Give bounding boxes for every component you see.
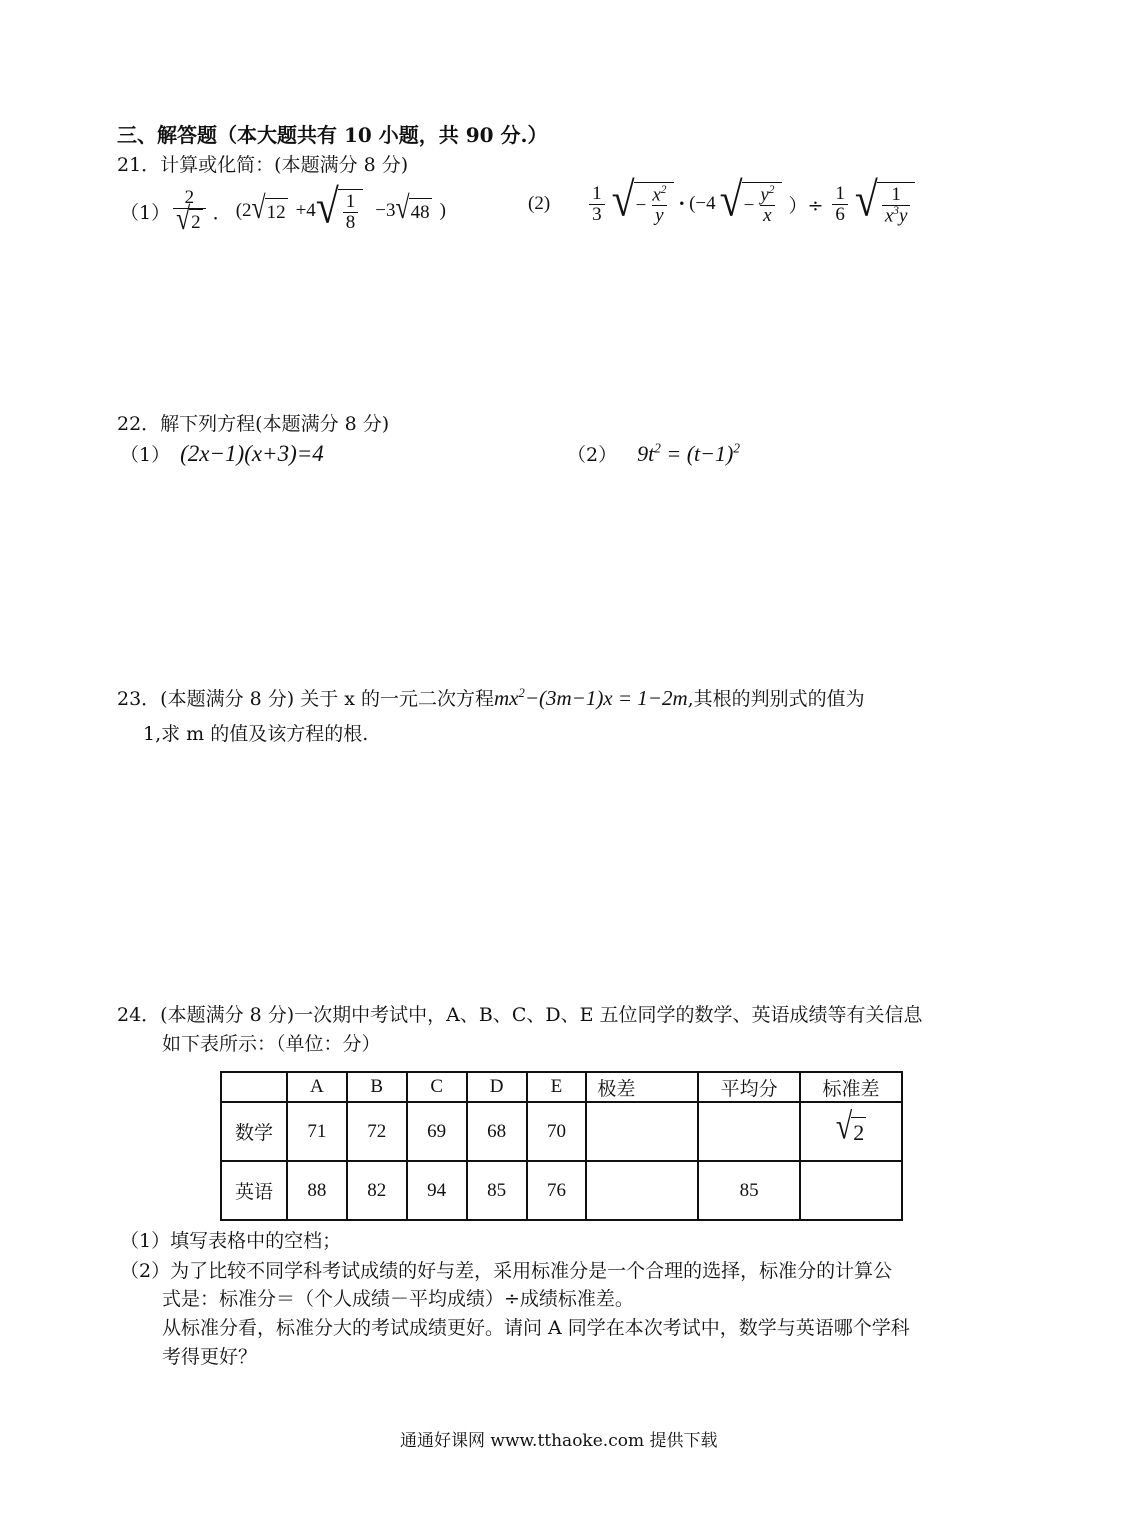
q24-sub1: （1）填写表格中的空档； <box>120 1230 342 1252</box>
score-cell: 88 <box>287 1161 347 1220</box>
q24-sub2-line3: 从标准分看，标准分大的考试成绩更好。请问 A 同学在本次考试中，数学与英语哪个学科 <box>162 1317 910 1339</box>
fraction: $\frac{1}{6}$ <box>832 184 848 225</box>
section-title: 三、解答题（本大题共有 10 小题，共 90 分.） <box>117 123 548 147</box>
score-cell: 72 <box>347 1102 407 1161</box>
table-header-cell <box>221 1072 287 1102</box>
q24-line2: 如下表所示：（单位：分） <box>162 1033 381 1055</box>
q21-p1-fraction <box>173 188 206 235</box>
multiply-dot: ． <box>212 201 232 224</box>
table-header-cell: 标准差 <box>800 1072 902 1102</box>
q23-equation: $mx^2-(3m-1)x = 1-2m$ <box>494 686 688 710</box>
range-cell <box>586 1102 698 1161</box>
q21-part2-label: (2) <box>528 193 551 215</box>
score-cell: 69 <box>407 1102 467 1161</box>
q22-part2-label: （2） <box>567 444 618 466</box>
sqrt-symbol: √ 2 <box>176 200 201 237</box>
range-cell <box>586 1161 698 1220</box>
score-cell: 82 <box>347 1161 407 1220</box>
table-header-cell: A <box>287 1072 347 1102</box>
table-row <box>221 1102 902 1161</box>
q21-p1-minus3: −3 <box>375 200 396 222</box>
sqrt-symbol: √ − $\frac{x^2}{y}$ <box>612 182 675 226</box>
q23-line1: 23．(本题满分 8 分) 关于 x 的一元二次方程$mx^2-(3m-1)x = 1-2m$,其根的判别式的值为 <box>117 686 865 710</box>
score-cell: 70 <box>527 1102 587 1161</box>
q22-part1 <box>120 440 324 467</box>
std-cell <box>800 1161 902 1220</box>
sqrt-symbol: √ $\frac{1}{x^3y}$ <box>855 182 916 226</box>
table-row <box>221 1161 902 1220</box>
subject-cell: 数学 <box>221 1102 287 1161</box>
table-header-cell: B <box>347 1072 407 1102</box>
sqrt-symbol: √ − $\frac{y^2}{x}$ <box>720 182 783 226</box>
table-header-cell: E <box>527 1072 587 1102</box>
q24-sub2-line1: （2）为了比较不同学科考试成绩的好与差，采用标准分是一个合理的选择，标准分的计算公 <box>120 1260 893 1282</box>
sqrt-symbol: √ 48 <box>395 189 430 226</box>
q24-sub2-line2: 式是：标准分＝（个人成绩－平均成绩）÷成绩标准差。 <box>162 1288 634 1310</box>
q21-part1 <box>120 181 446 237</box>
multiply-dot: · <box>678 193 686 216</box>
score-cell: 71 <box>287 1102 347 1161</box>
q24-line1: 24．(本题满分 8 分)一次期中考试中，A、B、C、D、E 五位同学的数学、英语成绩等有关信息 <box>117 1004 923 1026</box>
mean-cell <box>698 1102 800 1161</box>
q21-p1-close: ) <box>439 200 446 222</box>
q21-p2-open: (−4 <box>689 193 716 215</box>
q21-p1-plus4: +4 <box>295 200 316 222</box>
fraction-numerator: 2 <box>184 187 195 208</box>
q21-header: 21．计算或化简：(本题满分 8 分) <box>117 154 409 176</box>
table-header-cell: 极差 <box>586 1072 698 1102</box>
q21-part1-label: （1） <box>120 201 171 224</box>
score-cell: 68 <box>467 1102 527 1161</box>
sqrt-symbol: √ 12 <box>251 189 286 226</box>
table-header-cell: D <box>467 1072 527 1102</box>
std-cell <box>800 1102 902 1161</box>
q22-part1-label: （1） <box>120 444 171 466</box>
score-cell: 76 <box>527 1161 587 1220</box>
fraction: $\frac{1}{3}$ <box>589 184 605 225</box>
table-header-row <box>221 1072 902 1102</box>
q21-p1-open: (2 <box>235 200 252 222</box>
q23-line2: 1,求 m 的值及该方程的根. <box>143 723 369 745</box>
table-header-cell: 平均分 <box>698 1072 800 1102</box>
q22-equation1: (2x−1)(x+3)=4 <box>180 441 324 466</box>
q21-part2 <box>528 174 915 228</box>
q22-header: 22．解下列方程(本题满分 8 分) <box>117 413 390 435</box>
sqrt-symbol: √ 2 <box>835 1106 865 1147</box>
score-table <box>220 1071 903 1221</box>
q24-sub2-line4: 考得更好？ <box>162 1346 258 1368</box>
q21-p2-close-div: ）÷ <box>788 194 824 217</box>
table-header-cell: C <box>407 1072 467 1102</box>
sqrt-symbol: √ $\frac{1}{8}$ <box>316 189 363 233</box>
q22-equation2: $9t^2 = (t-1)^2$ <box>637 440 740 466</box>
subject-cell: 英语 <box>221 1161 287 1220</box>
q22-part2 <box>567 440 740 467</box>
mean-cell: 85 <box>698 1161 800 1220</box>
score-cell: 85 <box>467 1161 527 1220</box>
page-footer: 通通好课网 www.tthaoke.com 提供下载 <box>400 1431 718 1451</box>
score-cell: 94 <box>407 1161 467 1220</box>
